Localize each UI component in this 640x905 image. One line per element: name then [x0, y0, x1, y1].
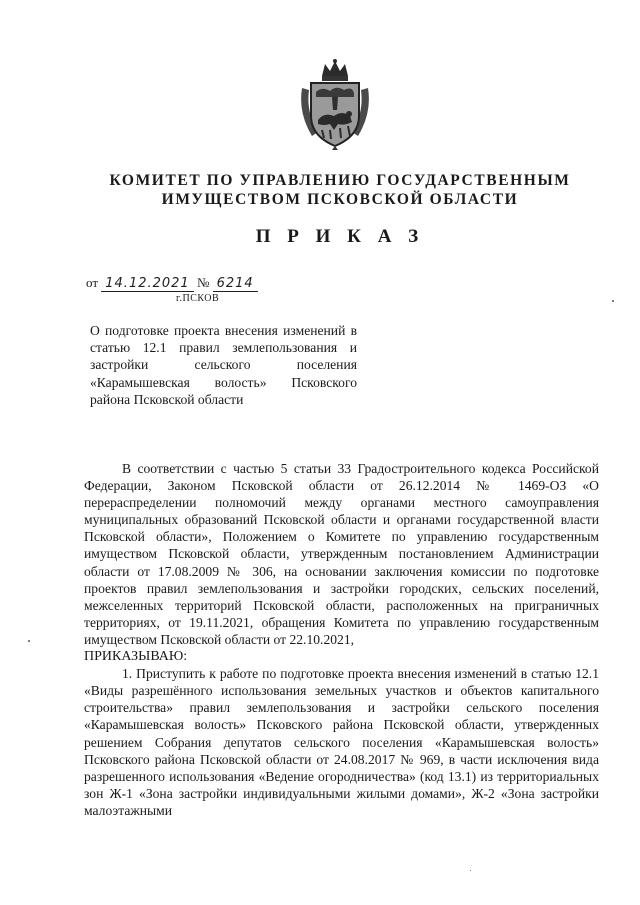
date-number-line: [86, 275, 258, 292]
city-label: г.ПСКОВ: [176, 293, 220, 304]
document-number: 6214: [213, 277, 258, 292]
order-item-1: 1. Приступить к работе по подготовке проекта внесения изменений в статью 12.1 «Виды разрешённого использования земельных участков и объектов капитального строительства» правил землепользования и застройки сельского поселения «Карамышевская волость» Псковского района Псковской области, утвержденных решением Собрания депутатов сельского поселения «Карамышевская волость» Псковского района Псковской области от 24.08.2017 № 969, в части исключения вида разрешенного использования «Ведение огородничества» (код 13.1) из территориальных зон Ж-1 «Зона застройки индивидуальными жилыми домами», Ж-2 «Зона застройки малоэтажными: [84, 666, 599, 818]
coat-of-arms-icon: [294, 58, 376, 150]
scan-speck: [28, 640, 30, 642]
number-prefix: №: [196, 275, 210, 290]
scan-speck: [470, 870, 471, 871]
orders-heading: ПРИКАЗЫВАЮ:: [84, 649, 188, 665]
org-name-line1: КОМИТЕТ ПО УПРАВЛЕНИЮ ГОСУДАРСТВЕННЫМ: [109, 172, 571, 189]
preamble-paragraph: В соответствии с частью 5 статьи 33 Градостроительного кодекса Российской Федерации, Законом Псковской области от 26.12.2014 № 1469-ОЗ «О перераспределении полномочий между органами местного самоуправления муниципальных образований Псковской области и органами государственной власти Псковской области», Положением о Комитете по управлению государственным имуществом Псковской области, утвержденным постановлением Администрации области от 17.08.2009 № 306, на основании заключения комиссии по подготовке проектов правил землепользования и застройки городских, сельских поселений, межселенных территорий Псковской области, расположенных на приграничных территориях, от 19.11.2021, обращения Комитета по управлению государственным имуществом Псковской области от 22.10.2021,: [84, 461, 599, 647]
org-name-line2: ИМУЩЕСТВОМ ПСКОВСКОЙ ОБЛАСТИ: [161, 191, 519, 208]
scan-speck: [612, 300, 614, 302]
document-subject: О подготовке проекта внесения изменений в статью 12.1 правил землепользования и застройки сельского поселения «Карамышевская волость» Псковского района Псковской области: [90, 323, 357, 407]
document-date: 14.12.2021: [101, 277, 193, 292]
document-body: [84, 460, 599, 819]
date-prefix: от: [86, 275, 99, 290]
document-type-title: П Р И К А З: [255, 226, 425, 247]
